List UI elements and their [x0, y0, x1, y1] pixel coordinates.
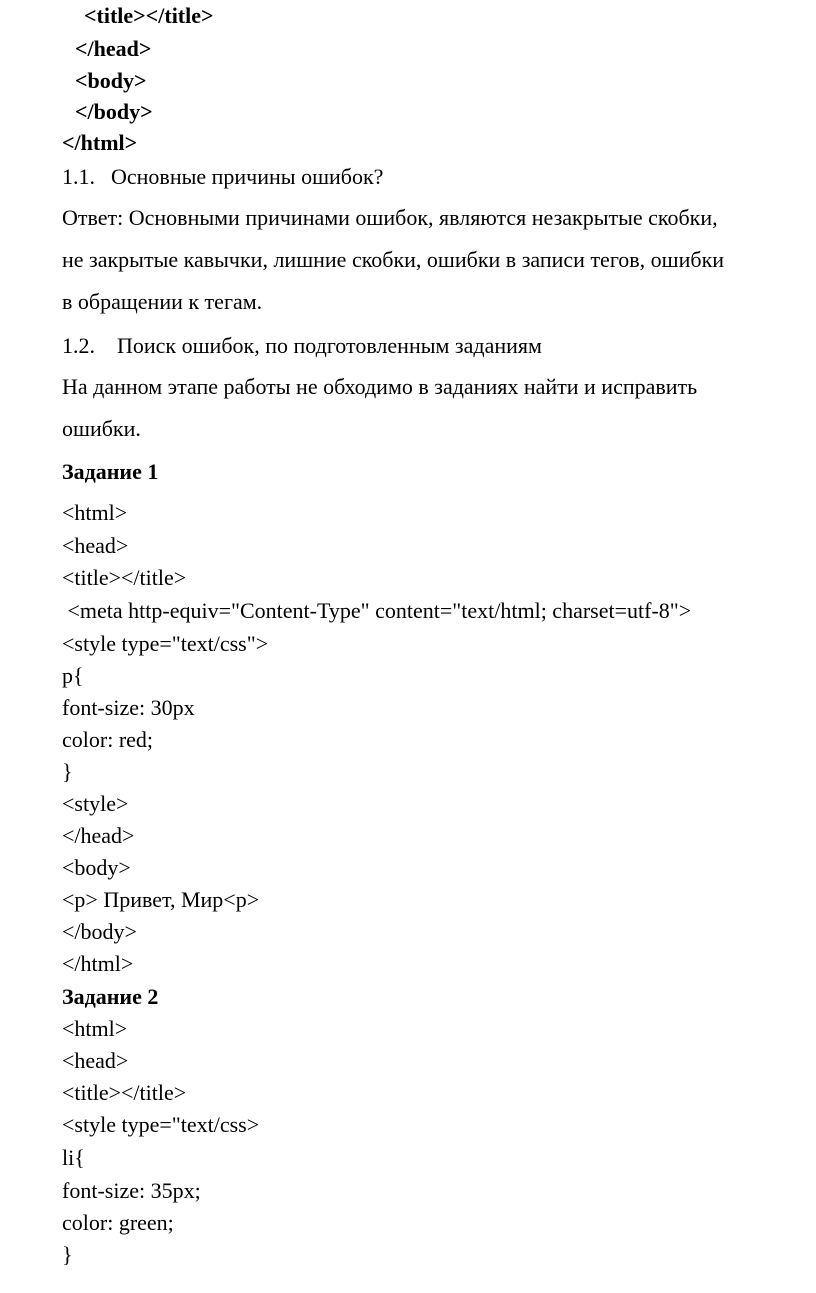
- task-2-code-line: li{: [62, 1145, 85, 1170]
- task-2-code-line: <title></title>: [62, 1080, 187, 1105]
- task-1-heading: Задание 1: [62, 459, 159, 484]
- section-1-1-number: 1.1.: [62, 164, 95, 189]
- task-1-code-line: <style>: [62, 791, 129, 816]
- task-1-code-line: <style type="text/css">: [62, 631, 269, 656]
- answer-line-2: не закрытые кавычки, лишние скобки, ошибки в записи тегов, ошибки: [62, 247, 725, 272]
- task-2-code-line: <style type="text/css>: [62, 1112, 260, 1137]
- task-1-code-line: </body>: [62, 919, 137, 944]
- code-line-html-close: </html>: [62, 130, 138, 155]
- code-line-body-close: </body>: [75, 99, 153, 124]
- task-1-code-line: }: [62, 759, 73, 784]
- section-1-1-title: Основные причины ошибок?: [111, 164, 384, 189]
- answer-line-3: в обращении к тегам.: [62, 289, 263, 314]
- task-2-code-line: <html>: [62, 1016, 128, 1041]
- task-1-code-line: </head>: [62, 823, 135, 848]
- task-1-code-line: p{: [62, 663, 84, 688]
- task-1-code-line: </html>: [62, 951, 134, 976]
- task-2-code-line: <head>: [62, 1048, 129, 1073]
- task-1-code-line: font-size: 30px: [62, 695, 195, 720]
- task-1-code-line: <title></title>: [62, 565, 187, 590]
- task-2-code-line: }: [62, 1242, 73, 1267]
- task-1-code-line: <body>: [62, 855, 131, 880]
- section-1-2-number: 1.2.: [62, 333, 95, 358]
- task-2-code-line: color: green;: [62, 1210, 174, 1235]
- section-1-2-text-line-1: На данном этапе работы не обходимо в заданиях найти и исправить: [62, 374, 698, 399]
- task-1-code-line: <p> Привет, Мир<p>: [62, 887, 260, 912]
- task-1-code-line: <meta http-equiv="Content-Type" content="text/html; charset=utf-8">: [62, 598, 692, 623]
- task-1-code-line: color: red;: [62, 727, 154, 752]
- task-2-heading: Задание 2: [62, 984, 159, 1009]
- task-2-code-line: font-size: 35px;: [62, 1178, 201, 1203]
- task-1-code-line: <html>: [62, 500, 128, 525]
- code-line-body-open: <body>: [75, 68, 147, 93]
- section-1-2-text-line-2: ошибки.: [62, 416, 141, 441]
- answer-line-1: Ответ: Основными причинами ошибок, являются незакрытые скобки,: [62, 205, 718, 230]
- code-line-title: <title></title>: [84, 3, 214, 28]
- task-1-code-line: <head>: [62, 533, 129, 558]
- section-1-2-title: Поиск ошибок, по подготовленным заданиям: [117, 333, 542, 358]
- code-line-head-close: </head>: [75, 36, 152, 61]
